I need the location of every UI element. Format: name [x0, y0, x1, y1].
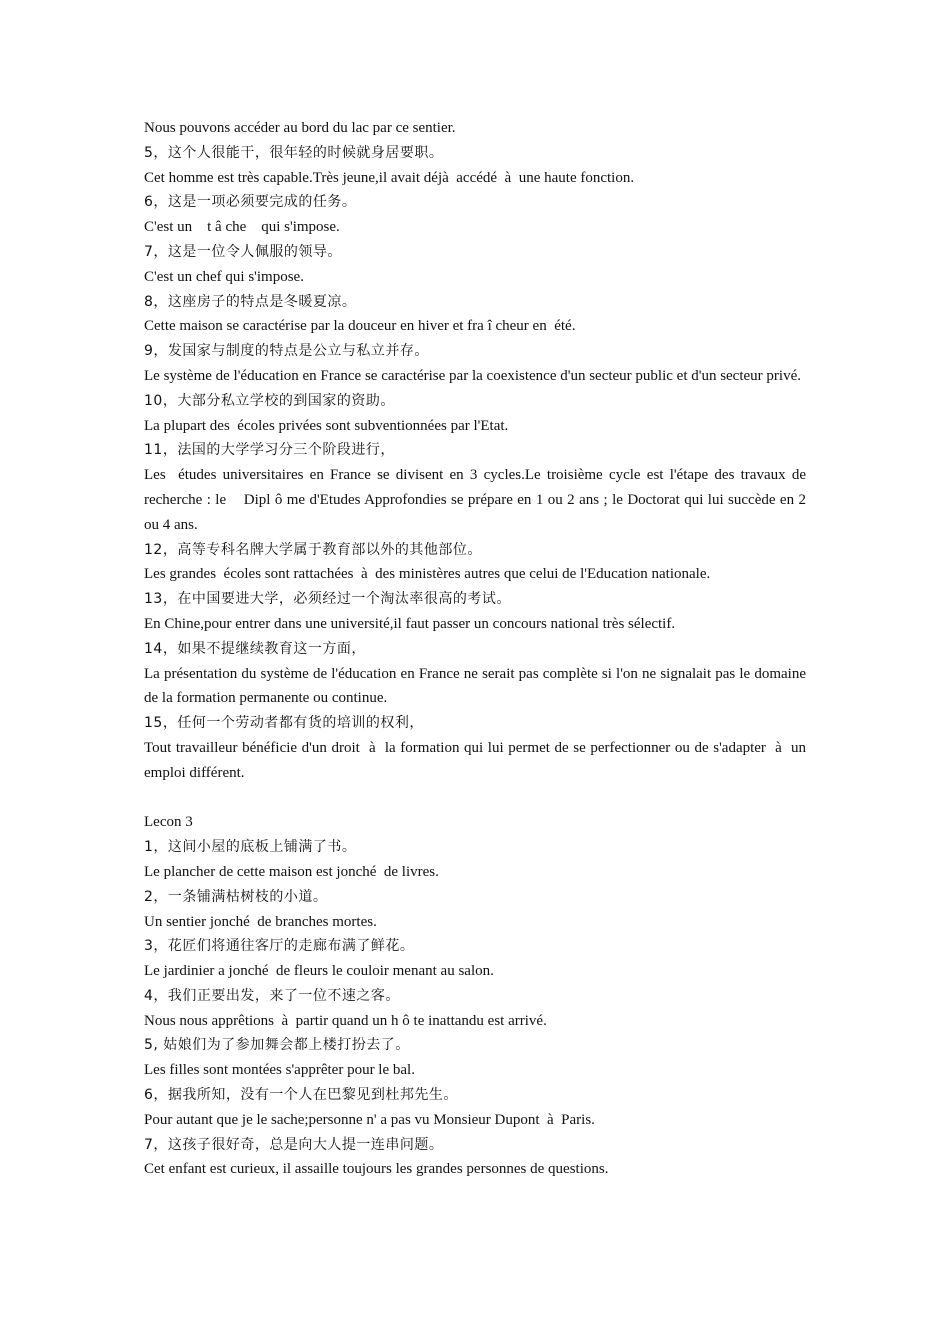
chinese-sentence: 3，花匠们将通往客厅的走廊布满了鲜花。 — [144, 938, 415, 955]
chinese-sentence: 7，这是一位令人佩服的领导。 — [144, 243, 342, 260]
chinese-sentence: 8，这座房子的特点是冬暖夏凉。 — [144, 293, 357, 310]
french-sentence: Les études universitaires en France se divisent en 3 cycles.Le troisième cycle est l'étape des travaux de recherche : le Dipl ô me d'Etudes Approfondies se prépare en 1 ou 2 ans ; le Doctorat qui lui succède en 2 ou 4 ans. — [144, 467, 810, 533]
chinese-sentence: 7，这孩子很好奇，总是向大人提一连串问题。 — [144, 1136, 444, 1153]
french-sentence: Le plancher de cette maison est jonché de livres. — [144, 863, 439, 880]
french-sentence: Le système de l'éducation en France se caractérise par la coexistence d'un secteur public et d'un secteur privé. — [144, 367, 801, 384]
french-sentence: La plupart des écoles privées sont subventionnées par l'Etat. — [144, 417, 509, 434]
chinese-sentence: 5, 姑娘们为了参加舞会都上楼打扮去了。 — [144, 1037, 410, 1054]
french-sentence: Les filles sont montées s'apprêter pour le bal. — [144, 1062, 415, 1079]
french-sentence: C'est un t â che qui s'impose. — [144, 219, 340, 236]
french-sentence: Pour autant que je le sache;personne n' a pas vu Monsieur Dupont à Paris. — [144, 1111, 595, 1128]
french-sentence: La présentation du système de l'éducation en France ne serait pas complète si l'on ne signalait pas le domaine de la formation permanente ou continue. — [144, 665, 810, 707]
french-sentence: Cet homme est très capable.Très jeune,il avait déjà accédé à une haute fonction. — [144, 169, 635, 186]
french-sentence: Nous nous apprêtions à partir quand un h ô te inattandu est arrivé. — [144, 1012, 547, 1029]
french-sentence: Cet enfant est curieux, il assaille toujours les grandes personnes de questions. — [144, 1161, 609, 1178]
chinese-sentence: 15，任何一个劳动者都有货的培训的权利， — [144, 715, 424, 732]
french-sentence: Un sentier jonché de branches mortes. — [144, 913, 377, 930]
chinese-sentence: 11，法国的大学学习分三个阶段进行， — [144, 442, 395, 459]
french-sentence: En Chine,pour entrer dans une université,il faut passer un concours national très sélectif. — [144, 615, 676, 632]
blank-line — [144, 786, 806, 811]
french-sentence: Tout travailleur bénéficie d'un droit à la formation qui lui permet de se perfectionner ou de s'adapter à un emploi différent. — [144, 739, 810, 781]
chinese-sentence: 6，这是一项必须要完成的任务。 — [144, 194, 357, 211]
french-sentence: Les grandes écoles sont rattachées à des ministères autres que celui de l'Education nationale. — [144, 566, 711, 583]
chinese-sentence: 14，如果不提继续教育这一方面， — [144, 640, 366, 657]
document-page — [144, 116, 810, 1182]
chinese-sentence: 9，发国家与制度的特点是公立与私立并存。 — [144, 343, 429, 360]
chinese-sentence: 2，一条铺满枯树枝的小道。 — [144, 888, 328, 905]
chinese-sentence: 12，高等专科名牌大学属于教育部以外的其他部位。 — [144, 541, 482, 558]
chinese-sentence: 5，这个人很能干，很年轻的时候就身居要职。 — [144, 144, 444, 161]
chinese-sentence: 13，在中国要进大学，必须经过一个淘汰率很高的考试。 — [144, 591, 511, 608]
french-sentence: Cette maison se caractérise par la douceur en hiver et fra î cheur en été. — [144, 318, 576, 335]
french-sentence: C'est un chef qui s'impose. — [144, 268, 304, 285]
french-sentence: Le jardinier a jonché de fleurs le couloir menant au salon. — [144, 963, 494, 980]
chinese-sentence: 10，大部分私立学校的到国家的资助。 — [144, 392, 395, 409]
french-sentence: Nous pouvons accéder au bord du lac par ce sentier. — [144, 120, 456, 136]
chinese-sentence: 4，我们正要出发，来了一位不速之客。 — [144, 987, 400, 1004]
chinese-sentence: 1，这间小屋的底板上铺满了书。 — [144, 839, 357, 856]
lesson-heading: Lecon 3 — [144, 814, 193, 831]
chinese-sentence: 6，据我所知，没有一个人在巴黎见到杜邦先生。 — [144, 1087, 458, 1104]
